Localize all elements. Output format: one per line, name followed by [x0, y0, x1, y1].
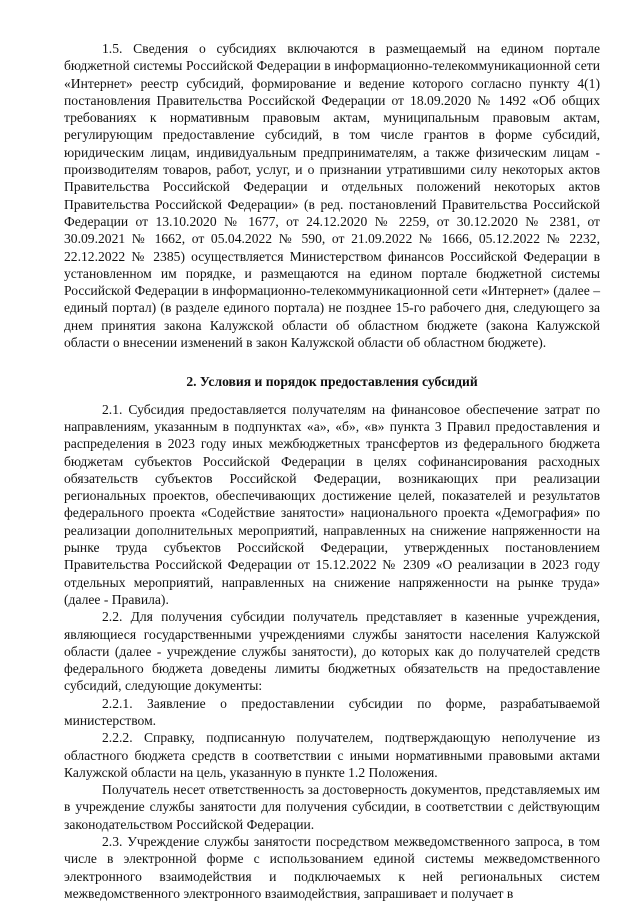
paragraph-2-2: 2.2. Для получения субсидии получатель представляет в казенные учреждения, являющиеся государственными учреждениями службы занятости населения Калужской области (далее - учреждение службы занятости), до которых как до получателей средств федерального бюджета доведены лимиты бюджетных обязательств на предоставление субсидий, следующие документы: [64, 609, 600, 694]
paragraph-responsibility: Получатель несет ответственность за достоверность документов, представляемых им в учреждение службы занятости для получения субсидии, в соответствии с действующим законодательством Российской Федерации. [64, 782, 600, 832]
paragraph-2-2-2: 2.2.2. Справку, подписанную получателем, подтверждающую неполучение из областного бюджета средств в соответствии с иными нормативными правовыми актами Калужской области на цель, указанную в пункте 1.2 Положения. [64, 730, 600, 780]
paragraph-1-5: 1.5. Сведения о субсидиях включаются в размещаемый на едином портале бюджетной системы Российской Федерации в информационно-телекоммуникационной сети «Интернет» реестр субсидий, формирование и ведение которого согласно пункту 4(1) постановления Правительства Российской Федерации от 18.09.2020 № 1492 «Об общих требованиях к нормативным правовым актам, муниципальным правовым актам, регулирующим предоставление субсидий, в том числе грантов в форме субсидий, юридическим лицам, индивидуальным предпринимателям, а также физическим лицам - производителям товаров, работ, услуг, и о признании утратившими силу некоторых актов Правительства Российской Федерации и отдельных положений некоторых актов Правительства Российской Федерации» (в ред. постановлений Правительства Российской Федерации от 13.10.2020 № 1677, от 24.12.2020 № 2259, от 30.12.2020 № 2381, от 30.09.2021 № 1662, от 05.04.2022 № 590, от 21.09.2022 № 1666, 05.12.2022 № 2232, 22.12.2022 № 2385) осуществляется Министерством финансов Российской Федерации в установленном им порядке, и размещаются на едином портале бюджетной системы Российской Федерации в информационно-телекоммуникационной сети «Интернет» (далее – единый портал) (в разделе единого портала) не позднее 15-го рабочего дня, следующего за днем принятия закона Калужской области об областном бюджете (закона Калужской области о внесении изменений в закон Калужской области об областном бюджете). [64, 41, 600, 351]
paragraph-2-2-1: 2.2.1. Заявление о предоставлении субсидии по форме, разрабатываемой министерством. [64, 695, 600, 728]
section-2-title: 2. Условия и порядок предоставления субсидий [186, 374, 478, 390]
document-page [64, 40, 600, 902]
paragraph-2-1: 2.1. Субсидия предоставляется получателям на финансовое обеспечение затрат по направлениям, указанным в подпунктах «а», «б», «в» пункта 3 Правил предоставления и распределения в 2023 году иных межбюджетных трансфертов из федерального бюджета бюджетам субъектов Российской Федерации в целях софинансирования расходных обязательств субъектов Российской Федерации, возникающих при реализации региональных проектов, обеспечивающих достижение целей, показателей и результатов федерального проекта «Содействие занятости» национального проекта «Демография» по реализации дополнительных мероприятий, направленных на снижение напряженности на рынке труда субъектов Российской Федерации, утвержденных постановлением Правительства Российской Федерации от 15.12.2022 № 2309 «О реализации в 2023 году отдельных мероприятий, направленных на снижение напряженности на рынке труда» (далее - Правила). [64, 401, 600, 607]
paragraph-2-3: 2.3. Учреждение службы занятости посредством межведомственного запроса, в том числе в электронной форме с использованием единой системы межведомственного электронного взаимодействия и подключаемых к ней региональных систем межведомственного электронного взаимодействия, запрашивает и получает в [64, 834, 600, 901]
